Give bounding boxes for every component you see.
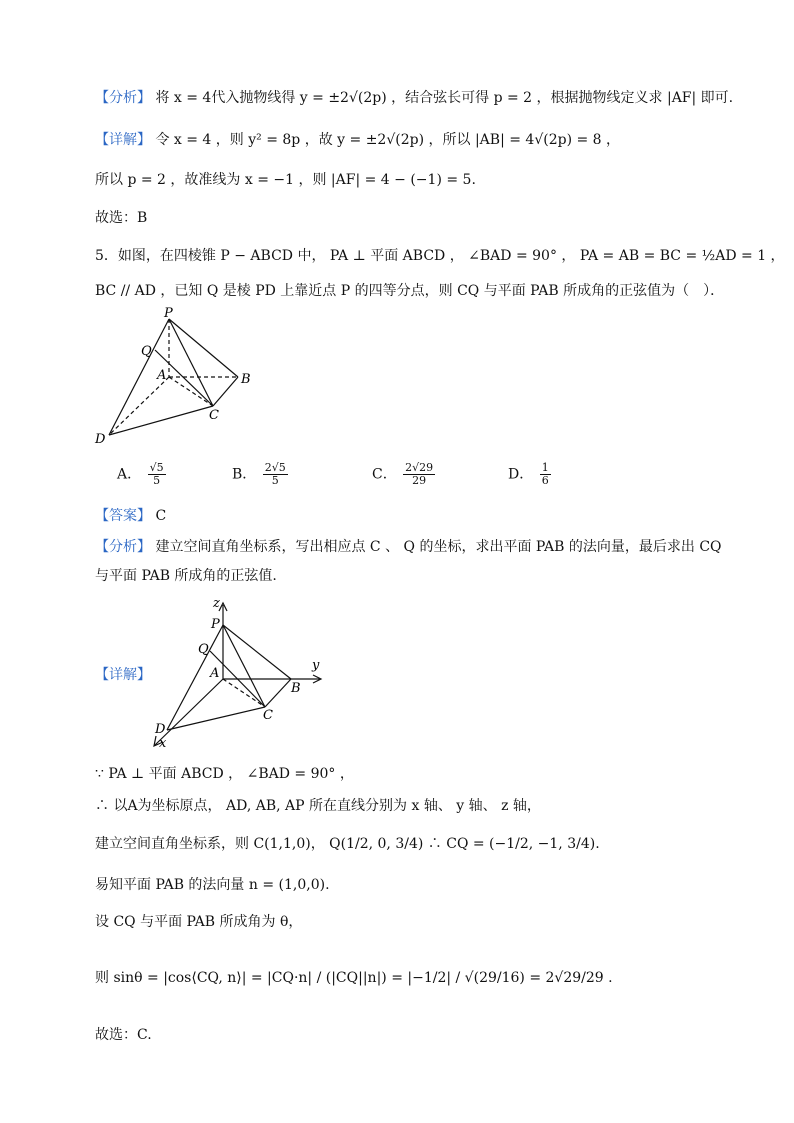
q5-sol-2: ∴ 以A为坐标原点， AD, AB, AP 所在直线分别为 x 轴、 y 轴、 z 轴， <box>95 798 541 814</box>
option-c-fraction <box>403 462 435 487</box>
option-d-fraction <box>540 462 551 487</box>
detail-tag: 【详解】 <box>95 132 151 148</box>
label-Q: Q <box>141 344 152 359</box>
option-b-den: 5 <box>271 474 279 487</box>
label-y: y <box>312 658 320 673</box>
option-a-num: √5 <box>149 461 164 474</box>
q5-sol-4: 易知平面 PAB 的法向量 n = (1,0,0). <box>95 877 330 893</box>
coordinate-figure <box>145 595 330 750</box>
q5-stem-1: 5．如图，在四棱锥 P − ABCD 中， PA ⊥ 平面 ABCD ， ∠BAD = 90° ， PA = AB = BC = ½AD = 1 ， <box>95 248 785 264</box>
q5-sol-6: 则 sinθ = |cos⟨CQ, n⟩| = |CQ·n| / (|CQ||n|) = |−1/2| / √(29/16) = 2√29/29 . <box>95 970 613 986</box>
option-a-den: 5 <box>153 474 161 487</box>
option-b-letter: B． <box>232 466 257 483</box>
label-Q: Q <box>198 642 209 657</box>
label-A: A <box>157 368 167 383</box>
label-P: P <box>164 306 173 321</box>
edge-PC <box>223 625 265 707</box>
q5-sol-1: ∵ PA ⊥ 平面 ABCD ， ∠BAD = 90° ， <box>95 766 354 782</box>
q5-analysis-text-2: 与平面 PAB 所成角的正弦值. <box>95 568 277 584</box>
edge-AC <box>169 377 213 406</box>
label-P: P <box>211 617 220 632</box>
q5-detail-tag-line <box>95 665 151 685</box>
analysis-tag: 【分析】 <box>95 90 151 106</box>
q5-analysis-line <box>95 537 722 557</box>
option-a <box>117 462 168 487</box>
detail-tag: 【详解】 <box>95 667 151 683</box>
q5-analysis-text-1: 建立空间直角坐标系，写出相应点 C 、 Q 的坐标，求出平面 PAB 的法向量，最后求出 CQ <box>155 539 722 555</box>
q4-analysis-line <box>95 88 733 108</box>
label-D: D <box>155 722 166 737</box>
option-d <box>508 462 553 487</box>
label-D: D <box>95 432 106 447</box>
edge-PB <box>223 625 291 679</box>
edge-AC <box>223 679 265 707</box>
option-d-den: 6 <box>541 474 549 487</box>
edge-BC <box>265 679 291 707</box>
option-c <box>372 462 437 487</box>
option-a-letter: A． <box>117 466 142 483</box>
answer-tag: 【答案】 <box>95 508 151 524</box>
q5-sol-5: 设 CQ 与平面 PAB 所成角为 θ， <box>95 914 303 930</box>
option-b-fraction <box>263 462 288 487</box>
edge-PC <box>169 319 213 406</box>
edge-PB <box>169 319 238 377</box>
analysis-tag: 【分析】 <box>95 539 151 555</box>
q5-answer-line <box>95 506 166 526</box>
label-B: B <box>291 681 301 696</box>
label-z: z <box>213 596 220 611</box>
option-c-den: 29 <box>412 474 427 487</box>
label-x: x <box>159 736 167 750</box>
label-A: A <box>210 666 220 681</box>
q5-sol-3: 建立空间直角坐标系，则 C(1,1,0)， Q(1/2, 0, 3/4) ∴ CQ = (−1/2, −1, 3/4). <box>95 836 600 852</box>
q5-answer: C <box>155 508 167 524</box>
q4-detail-text-2: 所以 p = 2 ，故准线为 x = −1 ，则 |AF| = 4 − (−1) = 5. <box>95 172 476 188</box>
q4-detail-text-1: 令 x = 4 ，则 y² = 8p ，故 y = ±2√(2p) ，所以 |AB| = 4√(2p) = 8 ， <box>155 132 621 148</box>
option-c-letter: C． <box>372 466 397 483</box>
label-C: C <box>263 708 273 723</box>
q5-stem-2: BC // AD ，已知 Q 是棱 PD 上靠近点 P 的四等分点，则 CQ 与平面 PAB 所成角的正弦值为（ ）． <box>95 283 725 299</box>
label-C: C <box>209 408 219 423</box>
edge-DC <box>109 406 213 435</box>
option-b-num: 2√5 <box>264 461 286 474</box>
q4-choice: 故选：B <box>95 210 148 226</box>
q5-choice: 故选：C. <box>95 1027 152 1043</box>
pyramid-figure <box>90 305 270 450</box>
edge-BC <box>213 377 238 406</box>
option-a-fraction <box>148 462 166 487</box>
q4-analysis-text: 将 x = 4代入抛物线得 y = ±2√(2p) ，结合弦长可得 p = 2 ，根据抛物线定义求 |AF| 即可. <box>155 90 734 106</box>
option-d-num: 1 <box>541 461 549 474</box>
option-c-num: 2√29 <box>405 461 434 474</box>
option-d-letter: D． <box>508 466 534 483</box>
q4-detail-line <box>95 130 620 150</box>
option-b <box>232 462 290 487</box>
label-B: B <box>241 372 251 387</box>
